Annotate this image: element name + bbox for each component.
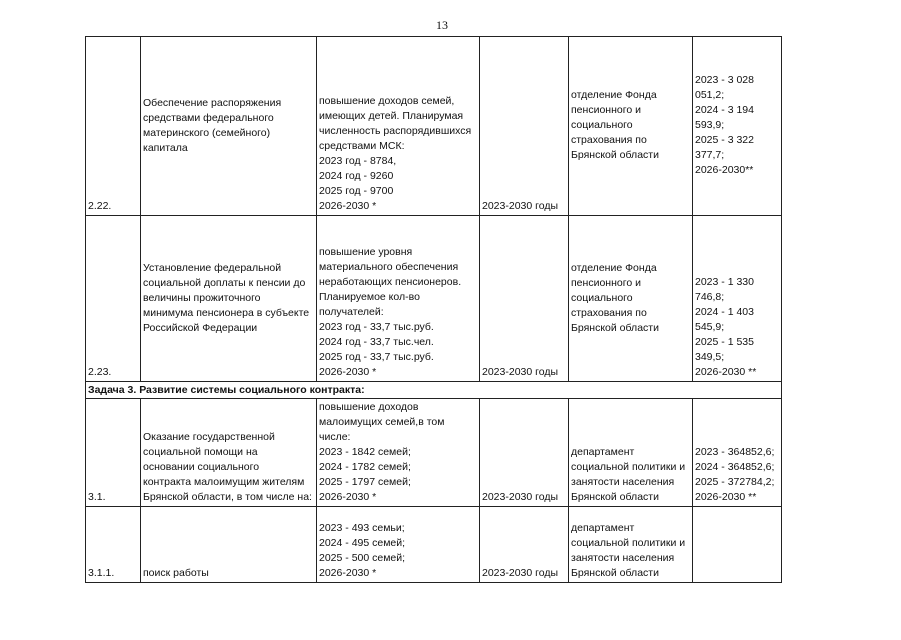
table-row (86, 216, 782, 382)
funding-cell: 2023 - 3 028 051,2; 2024 - 3 194 593,9; 2025 - 3 322 377,7; 2026-2030** (693, 37, 782, 216)
indicator-cell: повышение доходов малоимущих семей,в том числе: 2023 - 1842 семей; 2024 - 1782 семей; 2025 - 1797 семей; 2026-2030 * (317, 399, 480, 507)
period-cell: 2023-2030 годы (480, 216, 569, 382)
indicator-cell: повышение доходов семей, имеющих детей. Планирумая численность распорядившихся средствами МСК: 2023 год - 8784, 2024 год - 9260 2025 год - 9700 2026-2030 * (317, 37, 480, 216)
row-number: 2.23. (86, 216, 141, 382)
row-number: 2.22. (86, 37, 141, 216)
row-number: 3.1. (86, 399, 141, 507)
row-number: 3.1.1. (86, 507, 141, 583)
period-cell: 2023-2030 годы (480, 37, 569, 216)
period-cell: 2023-2030 годы (480, 507, 569, 583)
executor-cell: департамент социальной политики и занятости населения Брянской области (569, 507, 693, 583)
program-table (85, 36, 782, 583)
task-row (86, 382, 782, 399)
funding-cell (693, 507, 782, 583)
page-number: 13 (436, 18, 448, 32)
event-cell: поиск работы (141, 507, 317, 583)
indicator-cell: 2023 - 493 семьи; 2024 - 495 семей; 2025 - 500 семей; 2026-2030 * (317, 507, 480, 583)
table-row (86, 507, 782, 583)
indicator-cell: повышение уровня материального обеспечения неработающих пенсионеров. Планируемое кол-во получателей: 2023 год - 33,7 тыс.руб. 2024 год - 33,7 тыс.чел. 2025 год - 33,7 тыс.руб. 2026-2030 * (317, 216, 480, 382)
executor-cell: департамент социальной политики и занятости населения Брянской области (569, 399, 693, 507)
table-row (86, 37, 782, 216)
table-row (86, 399, 782, 507)
event-cell: Оказание государственной социальной помощи на основании социального контракта малоимущим жителям Брянской области, в том числе на: (141, 399, 317, 507)
task-heading: Задача 3. Развитие системы социального контракта: (86, 382, 782, 399)
executor-cell: отделение Фонда пенсионного и социального страхования по Брянской области (569, 216, 693, 382)
period-cell: 2023-2030 годы (480, 399, 569, 507)
event-cell: Обеспечение распоряжения средствами федерального материнского (семейного) капитала (141, 37, 317, 216)
executor-cell: отделение Фонда пенсионного и социального страхования по Брянской области (569, 37, 693, 216)
event-cell: Установление федеральной социальной доплаты к пенсии до величины прожиточного минимума пенсионера в субъекте Российской Федерации (141, 216, 317, 382)
funding-cell: 2023 - 364852,6; 2024 - 364852,6; 2025 - 372784,2; 2026-2030 ** (693, 399, 782, 507)
funding-cell: 2023 - 1 330 746,8; 2024 - 1 403 545,9; 2025 - 1 535 349,5; 2026-2030 ** (693, 216, 782, 382)
